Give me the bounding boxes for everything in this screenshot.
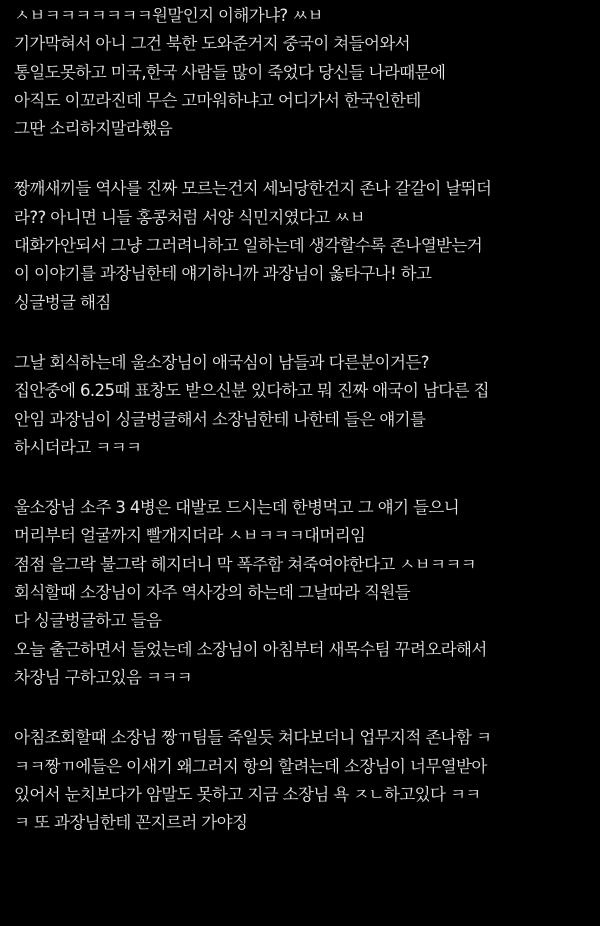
text-line: 아침조회할때 소장님 짱ㄲ팀들 죽일듯 쳐다보더니 업무지적 존나함 ㅋ — [14, 728, 492, 748]
post-body — [14, 2, 596, 837]
text-line: 점점 을그락 불그락 헤지더니 막 폭주함 쳐죽여야한다고 ㅅㅂㅋㅋㅋ — [14, 554, 477, 574]
text-line: 차장님 구하고있음 ㅋㅋㅋ — [14, 667, 193, 687]
text-line: 통일도못하고 미국,한국 사람들 많이 죽었다 당신들 나라때문에 — [14, 62, 446, 82]
text-line: 다 싱글벙글하고 들음 — [14, 611, 162, 631]
text-line: 아직도 이꼬라진데 무슨 고마워하냐고 어디가서 한국인한테 — [14, 90, 421, 110]
text-line: 집안중에 6.25때 표창도 받으신분 있다하고 뭐 진짜 애국이 남다른 집 — [14, 381, 489, 401]
text-line: 안임 과장님이 싱글벙글해서 소장님한테 나한테 들은 얘기를 — [14, 409, 426, 429]
text-line: 오늘 출근하면서 들었는데 소장님이 아침부터 새목수팀 꾸려오라해서 — [14, 639, 487, 659]
text-line: 하시더라고 ㅋㅋㅋ — [14, 437, 142, 457]
paragraph — [14, 2, 596, 143]
paragraph — [14, 494, 596, 692]
text-line: ㅋ 또 과장님한테 꼰지르러 가야징 — [14, 813, 248, 833]
text-line: 회식할때 소장님이 자주 역사강의 하는데 그날따라 직원들 — [14, 583, 411, 603]
text-line: ㅋㅋ짱ㄲ에들은 이새기 왜그러지 항의 할려는데 소장님이 너무열받아 — [14, 756, 487, 776]
text-line: 싱글벙글 해짐 — [14, 292, 111, 312]
text-line: 울소장님 소주 3 4병은 대발로 드시는데 한병먹고 그 얘기 들으니 — [14, 498, 460, 518]
text-line: 있어서 눈치보다가 암말도 못하고 지금 소장님 욕 ㅈㄴ하고있다 ㅋㅋ — [14, 784, 481, 804]
paragraph — [14, 175, 596, 316]
text-line: 이 이야기를 과장님한테 얘기하니까 과장님이 옳타구나! 하고 — [14, 264, 432, 284]
text-line: 기가막혀서 아니 그건 북한 도와준거지 중국이 쳐들어와서 — [14, 34, 411, 54]
text-line: 머리부터 얼굴까지 빨개지더라 ㅅㅂㅋㅋㅋ대머리임 — [14, 526, 366, 546]
text-line: 짱깨새끼들 역사를 진짜 모르는건지 세뇌당한건지 존나 갈갈이 날뛰더 — [14, 179, 492, 199]
text-line: 라?? 아니면 니들 홍콩처럼 서양 식민지였다고 ㅆㅂ — [14, 207, 365, 227]
text-line: 그딴 소리하지말라했음 — [14, 119, 173, 139]
text-line: 그날 회식하는데 울소장님이 애국심이 남들과 다른분이거든? — [14, 352, 429, 372]
paragraph — [14, 349, 596, 462]
text-line: 대화가안되서 그냥 그러려니하고 일하는데 생각할수록 존나열받는거 — [14, 236, 483, 256]
paragraph — [14, 724, 596, 837]
text-line: ㅅㅂㅋㅋㅋㅋㅋㅋㅋ원말인지 이해가냐? ㅆㅂ — [14, 6, 323, 25]
